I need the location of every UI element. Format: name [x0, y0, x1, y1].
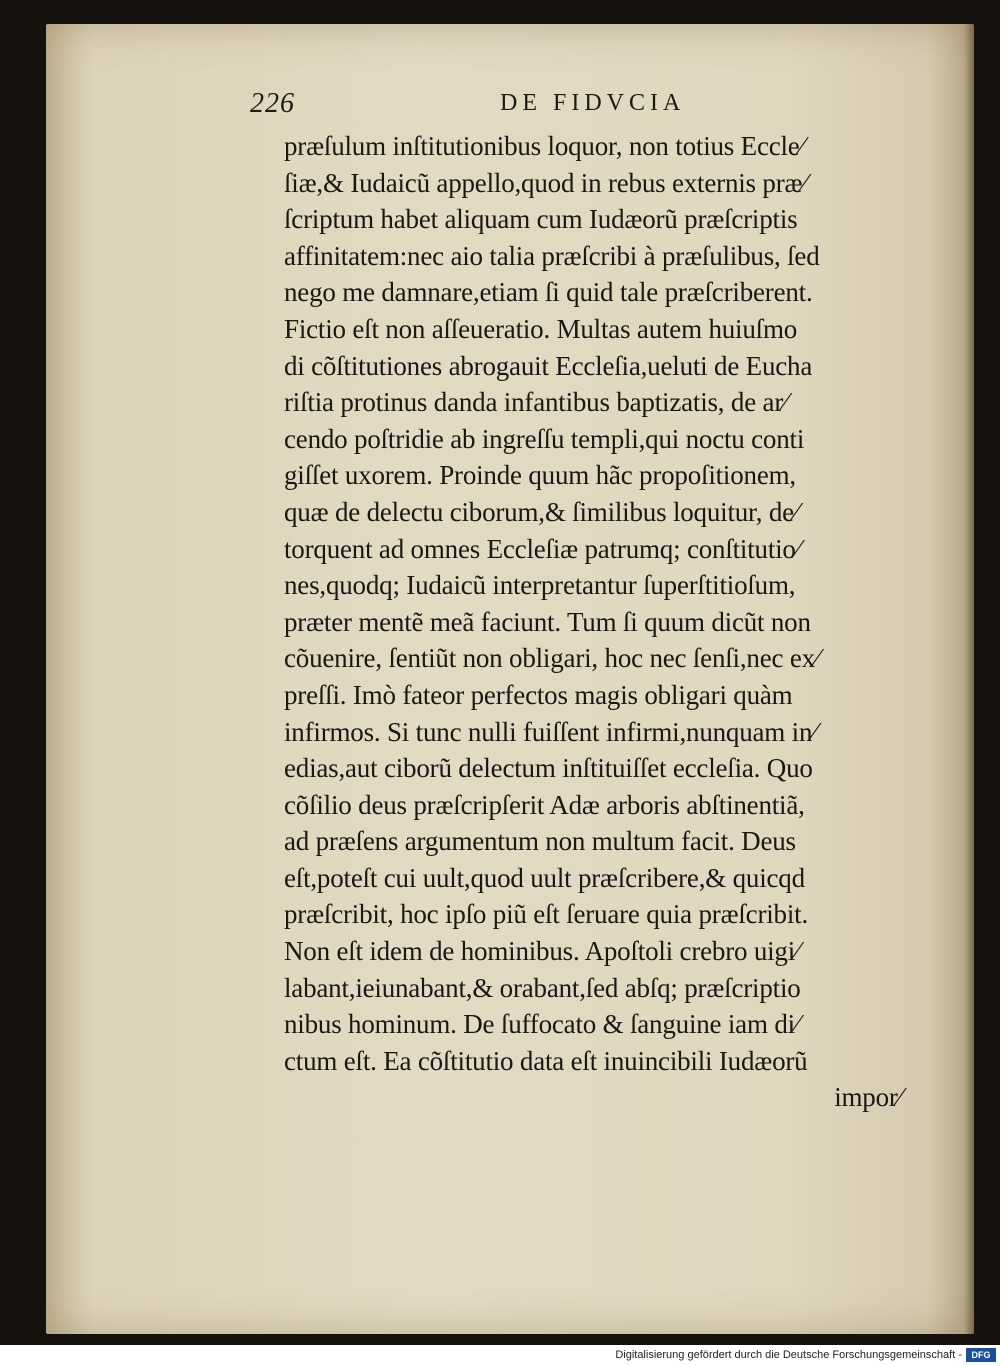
text-line: ſiæ,& Iudaicũ appello,quod in rebus externis præ⁄ — [284, 167, 807, 198]
text-line: ad præſens argumentum non multum facit. Deus — [284, 826, 796, 857]
funding-credit: Digitalisierung gefördert durch die Deutsche Forschungsgemeinschaft - — [615, 1349, 962, 1361]
text-line: ctum eſt. Ea cõſtitutio data eſt inuincibili Iudæorũ — [284, 1045, 808, 1076]
text-line: affinitatem:nec aio talia præſcribi à præſulibus, ſed — [284, 240, 820, 271]
text-line: Non eſt idem de hominibus. Apoſtoli crebro uigi⁄ — [284, 936, 800, 967]
text-line: Fictio eſt non aſſeueratio. Multas autem huiuſmo — [284, 313, 798, 344]
text-line: riſtia protinus danda infantibus baptizatis, de ar⁄ — [284, 387, 788, 418]
page-number: 226 — [250, 88, 295, 119]
text-line: infirmos. Si tunc nulli fuiſſent infirmi,nunquam in⁄ — [284, 716, 817, 747]
text-line: eſt,poteſt cui uult,quod uult præſcribere,& quicqd — [284, 862, 805, 893]
text-line: preſſi. Imò fateor perfectos magis obligari quàm — [284, 679, 793, 710]
text-line: di cõſtitutiones abrogauit Eccleſia,ueluti de Eucha — [284, 350, 813, 381]
text-line: nego me damnare,etiam ſi quid tale præſcriberent. — [284, 277, 813, 308]
page-edge-shadow — [964, 24, 974, 1334]
text-line: præſcribit, hoc ipſo piũ eſt ſeruare quia præſcribit. — [284, 899, 809, 930]
text-line: labant,ieiunabant,& orabant,ſed abſq; præſcriptio — [284, 972, 801, 1003]
text-line: præſulum inſtitutionibus loquor, non totius Eccle⁄ — [284, 131, 804, 161]
text-line: cõuenire, ſentiũt non obligari, hoc nec ſenſi,nec ex⁄ — [284, 643, 820, 674]
text-line: edias,aut ciborũ delectum inſtituiſſet eccleſia. Quo — [284, 753, 813, 784]
text-line: nes,quodq; Iudaicũ interpretantur ſuperſtitioſum, — [284, 570, 796, 601]
dfg-logo: DFG — [966, 1348, 996, 1362]
text-line: quæ de delectu ciborum,& ſimilibus loquitur, de⁄ — [284, 496, 799, 527]
body-text — [284, 128, 916, 1116]
page-header — [250, 88, 750, 120]
text-line: cõſilio deus præſcripſerit Adæ arboris abſtinentiã, — [284, 789, 805, 820]
text-line: ſcriptum habet aliquam cum Iudæorũ præſcriptis — [284, 204, 798, 235]
text-line: giſſet uxorem. Proinde quum hãc propoſitionem, — [284, 460, 796, 491]
text-line: nibus hominum. De ſuffocato & ſanguine iam di⁄ — [284, 1009, 800, 1040]
text-line: torquent ad omnes Eccleſiæ patrumq; conſtitutio⁄ — [284, 533, 801, 564]
text-line: cendo poſtridie ab ingreſſu templi,qui noctu conti — [284, 423, 805, 454]
footer-bar — [0, 1345, 1000, 1366]
text-line: præter mentẽ meã faciunt. Tum ſi quum dicũt non — [284, 606, 811, 637]
running-head: DE FIDVCIA — [500, 90, 686, 116]
catchword: impor⁄ — [834, 1082, 902, 1113]
